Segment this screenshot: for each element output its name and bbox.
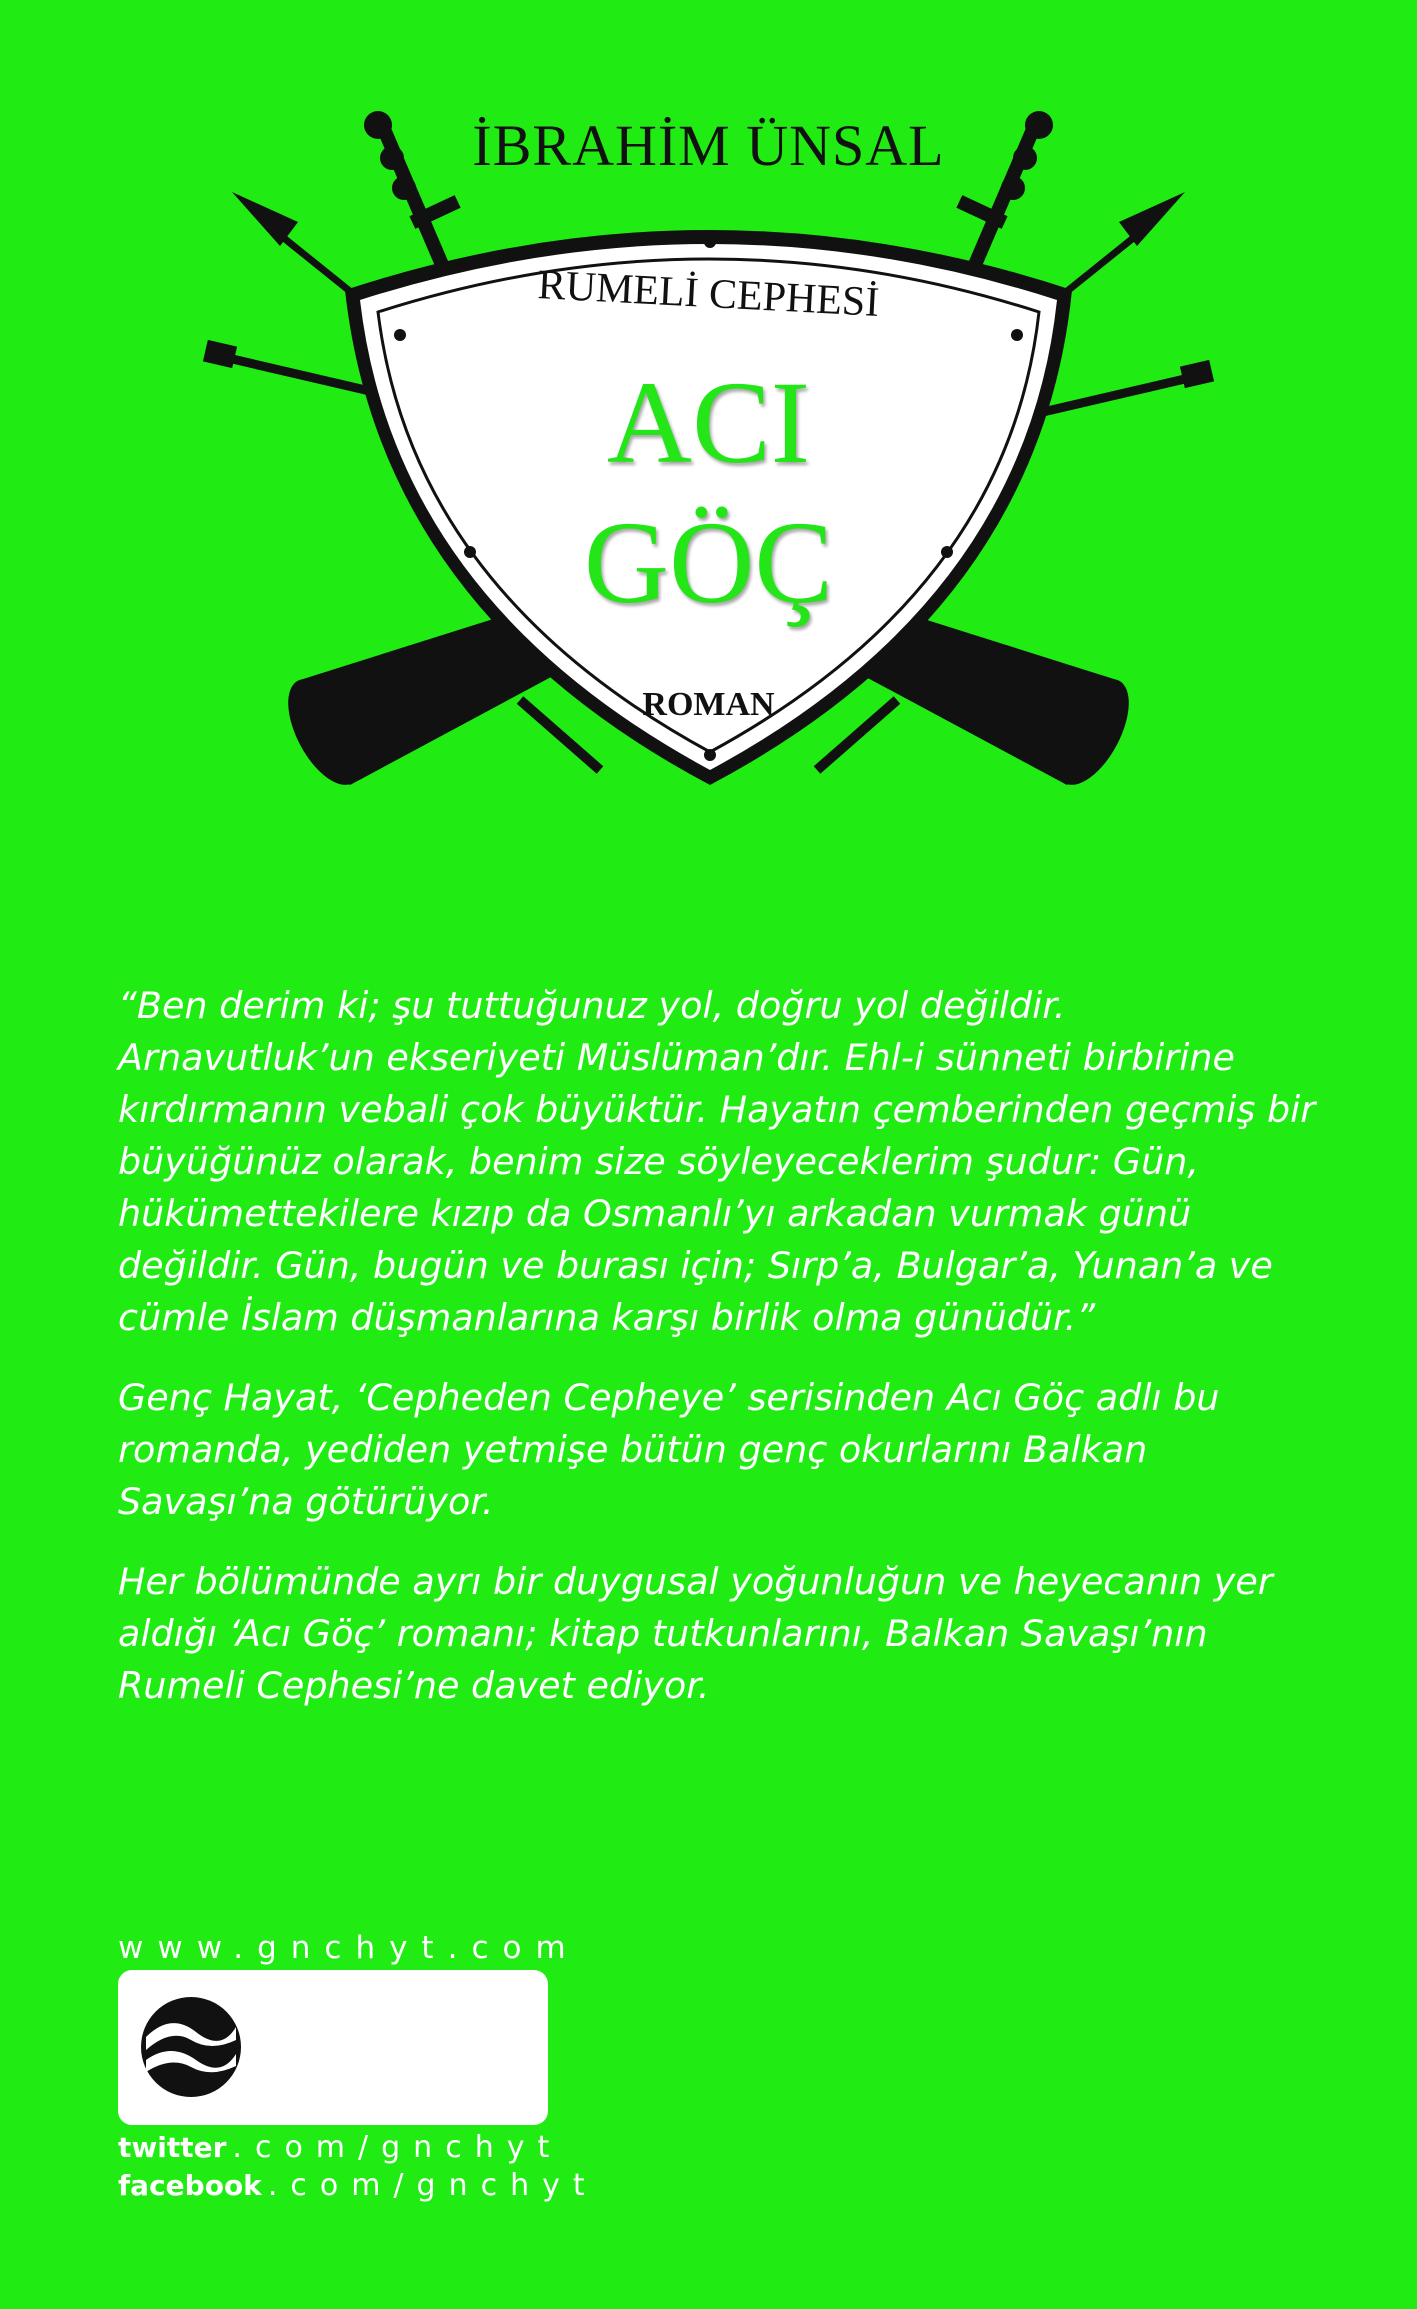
- back-cover-blurb: [118, 980, 1318, 1740]
- website-url[interactable]: www.gnchyt.com: [118, 1930, 580, 1966]
- twitter-link[interactable]: [118, 2130, 562, 2165]
- facebook-link[interactable]: [118, 2168, 598, 2203]
- twitter-brand: twitter: [118, 2131, 227, 2164]
- twitter-handle: .com/gnchyt: [232, 2130, 563, 2165]
- publisher-logo-icon: [136, 1992, 246, 2102]
- book-title-line1: ACI: [606, 357, 811, 488]
- facebook-brand: facebook: [118, 2169, 262, 2202]
- blurb-quote: “Ben derim ki; şu tuttuğunuz yol, doğru yol değildir. Arnavutluk’un ekseriyeti Müslüman’dır. Ehl-i sünneti birbirine kırdırmanın vebali çok büyüktür. Hayatın çemberinden geçmiş bir büyüğünüz olarak, benim size söyleyeceklerim şudur: Gün, hükümettekilere kızıp da Osmanlı’yı arkadan vurmak günü değildir. Gün, bugün ve burası için; Sırp’a, Bulgar’a, Yunan’a ve cümle İslam düşmanlarına karşı birlik olma günüdür.”: [118, 984, 1316, 1339]
- blurb-paragraph-2: Genç Hayat, ‘Cepheden Cepheye’ serisinden Acı Göç adlı bu romanda, yediden yetmişe bütün genç okurlarını Balkan Savaşı’na götürüyor.: [118, 1376, 1220, 1523]
- blurb-paragraph-3: Her bölümünde ayrı bir duygusal yoğunluğun ve heyecanın yer aldığı ‘Acı Göç’ romanı; kitap tutkunlarını, Balkan Savaşı’nın Rumeli Cephesi’ne davet ediyor.: [118, 1560, 1273, 1707]
- publisher-logo-box: [118, 1970, 548, 2125]
- series-title: RUMELİ CEPHESİ: [536, 262, 881, 326]
- author-name: İBRAHİM ÜNSAL: [472, 113, 945, 178]
- book-title-line2: GÖÇ: [583, 497, 834, 628]
- facebook-handle: .com/gnchyt: [267, 2168, 598, 2203]
- genre-label: ROMAN: [642, 686, 775, 723]
